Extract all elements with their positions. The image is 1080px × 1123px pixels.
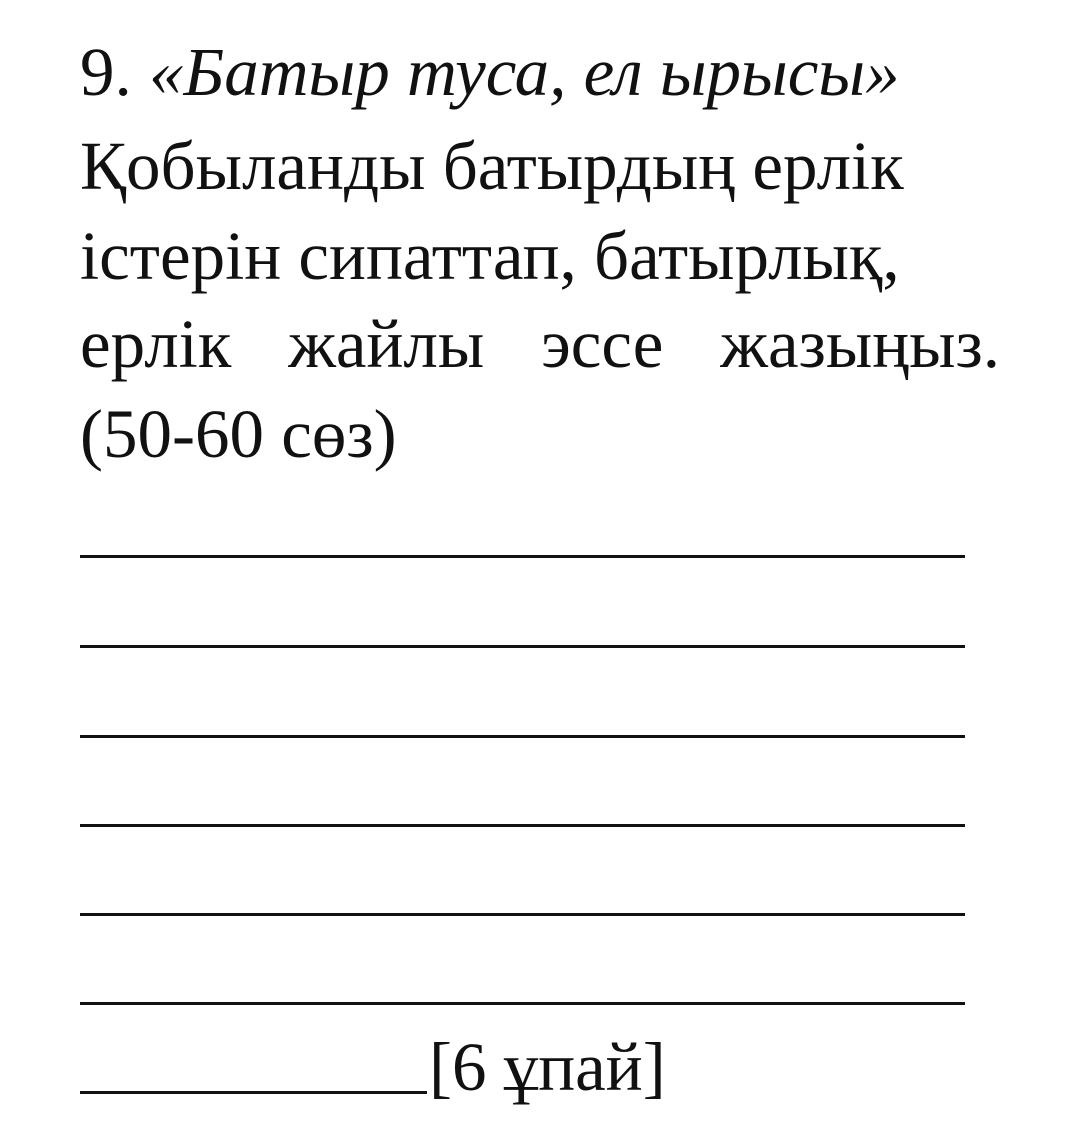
question-text-line-1: Қобыланды батырдың ерлік xyxy=(80,128,904,204)
answer-line[interactable] xyxy=(80,1002,965,1005)
question-number: 9. xyxy=(80,34,132,110)
answer-line[interactable] xyxy=(80,824,965,827)
answer-line[interactable] xyxy=(80,555,965,558)
question-quote: «Батыр туса, ел ырысы» xyxy=(149,34,900,110)
question-title xyxy=(80,34,1000,110)
answer-line[interactable] xyxy=(80,913,965,916)
answer-line[interactable] xyxy=(80,645,965,648)
final-answer-row xyxy=(80,1022,666,1105)
question-text-line-3: ерлік жайлы эссе жазыңыз. xyxy=(80,306,1000,382)
points-label: [6 ұпай] xyxy=(429,1029,666,1105)
word-count-requirement: (50-60 сөз) xyxy=(80,396,397,472)
answer-line[interactable] xyxy=(80,735,965,738)
question-text-line-2: істерін сипаттап, батырлық, xyxy=(80,218,900,294)
answer-line-short[interactable] xyxy=(80,1091,427,1094)
